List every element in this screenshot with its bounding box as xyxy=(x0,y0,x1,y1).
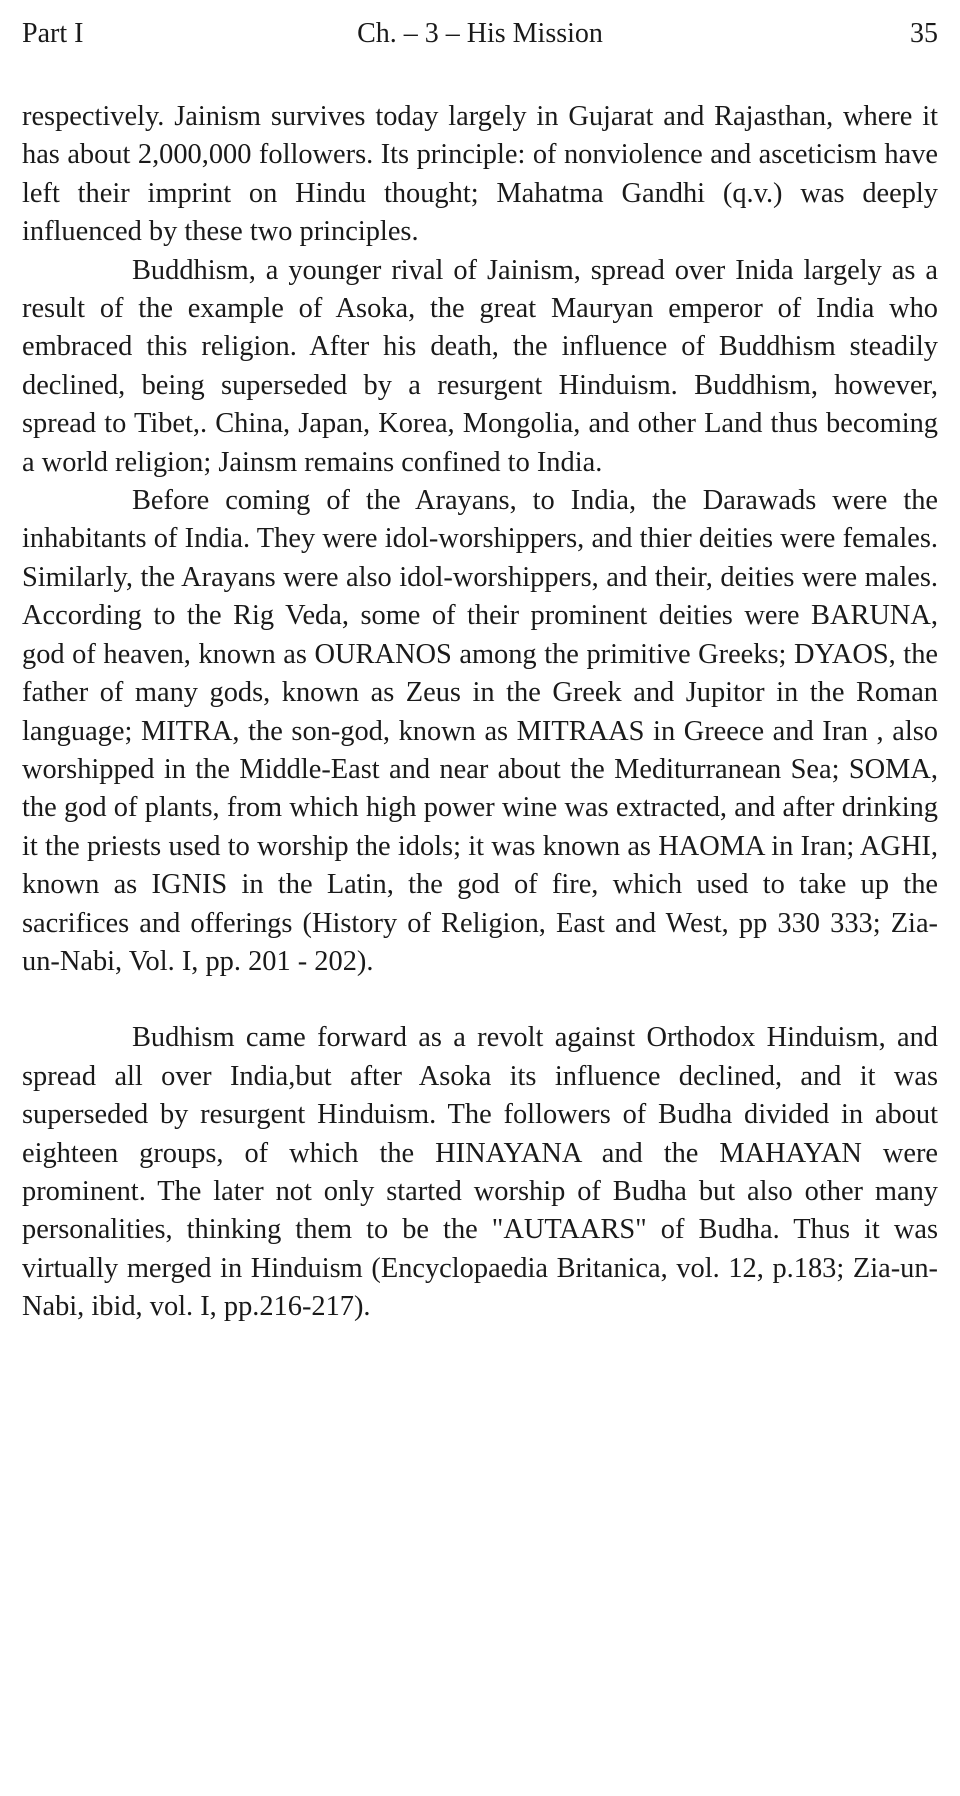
page-number: 35 xyxy=(910,18,938,49)
paragraph-arayans: Before coming of the Arayans, to India, the Darawads were the inhabitants of India. They were idol-worshippers, and thier deities were females. Similarly, the Arayans were also idol-worshippers, and their, deities were males. According to the Rig Veda, some of their prominent deities were BARUNA, god of heaven, known as OURANOS among the primitive Greeks; DYAOS, the father of many gods, known as Zeus in the Greek and Jupitor in the Roman language; MITRA, the son-god, known as MITRAAS in Greece and Iran , also worshipped in the Middle-East and near about the Mediturranean Sea; SOMA, the god of plants, from which high power wine was extracted, and after drinking it the priests used to worship the idols; it was known as HAOMA in Iran; AGHI, known as IGNIS in the Latin, the god of fire, which used to take up the sacrifices and offerings (History of Religion, East and West, pp 330 333; Zia-un-Nabi, Vol. I, pp. 201 - 202). xyxy=(22,485,938,977)
running-head xyxy=(22,14,938,54)
paragraph-budhism-revolt: Budhism came forward as a revolt against Orthodox Hinduism, and spread all over India,but after Asoka its influence declined, and it was superseded by resurgent Hinduism. The followers of Budha divided in about eighteen groups, of which the HINAYANA and the MAHAYAN were prominent. The later not only started worship of Budha but also other many personalities, thinking them to be the "AUTAARS" of Budha. Thus it was virtually merged in Hinduism (Encyclopaedia Britanica, vol. 12, p.183; Zia-un-Nabi, ibid, vol. I, pp.216-217). xyxy=(22,1022,938,1323)
paragraph-buddhism: Buddhism, a younger rival of Jainism, spread over Inida largely as a result of the example of Asoka, the great Mauryan emperor of India who embraced this religion. After his death, the influence of Buddhism steadily declined, being superseded by a resurgent Hinduism. Buddhism, however, spread to Tibet,. China, Japan, Korea, Mongolia, and other Land thus becoming a world religion; Jainsm remains confined to India. xyxy=(22,254,938,478)
body-text xyxy=(22,98,938,1327)
part-label: Part I xyxy=(22,18,84,49)
chapter-title: Ch. – 3 – His Mission xyxy=(357,18,603,49)
paragraph-jainism-continued: respectively. Jainism survives today largely in Gujarat and Rajasthan, where it has about 2,000,000 followers. Its principle: of nonviolence and asceticism have left their imprint on Hindu thought; Mahatma Gandhi (q.v.) was deeply influenced by these two principles. xyxy=(22,101,938,248)
